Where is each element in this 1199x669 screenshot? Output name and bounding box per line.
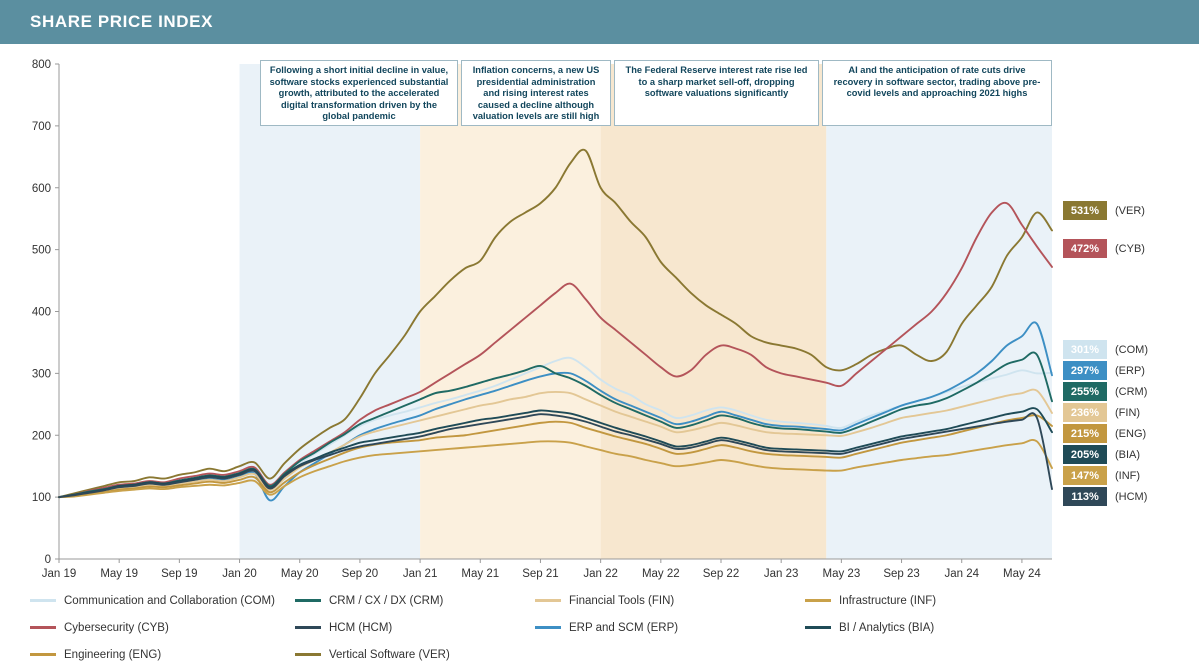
x-tick-label: Jan 23 [763,568,799,580]
y-tick-label: 500 [31,244,51,257]
x-tick-label: Jan 24 [944,568,979,580]
legend-item[interactable] [805,595,936,607]
legend-label: Communication and Collaboration (COM) [64,594,275,607]
legend-item[interactable] [295,622,392,634]
end-value-badge-eng: 215% [1063,424,1107,443]
end-series-code-cyb: (CYB) [1115,242,1145,255]
page-header [0,0,1199,44]
y-tick-label: 600 [31,182,51,195]
x-tick-label: Sep 20 [341,568,379,580]
legend-item[interactable] [535,622,678,634]
legend-item[interactable] [295,595,443,607]
chart-band [826,64,1052,559]
end-series-code-com: (COM) [1115,343,1148,356]
share-price-index-chart [0,44,1199,669]
end-value-badge-hcm: 113% [1063,487,1107,506]
y-tick-label: 0 [44,554,51,566]
x-tick-label: Jan 22 [583,568,618,580]
legend-item[interactable] [30,622,169,634]
legend-label: Financial Tools (FIN) [569,594,675,607]
legend-color-swatch [805,599,831,602]
chart-annotation-1: Following a short initial decline in value, software stocks experienced substantial growth, attributed to the accelerated digital transformation driven by the global pandemic [260,60,458,126]
legend-label: Infrastructure (INF) [839,594,937,607]
legend-color-swatch [30,653,56,656]
legend-row [30,587,1170,614]
legend-label: HCM (HCM) [329,621,393,634]
page-title: SHARE PRICE INDEX [30,12,214,31]
end-value-badge-erp: 297% [1063,361,1107,380]
y-tick-label: 700 [31,120,51,133]
legend-label: CRM / CX / DX (CRM) [329,594,444,607]
chart-annotation-4: AI and the anticipation of rate cuts drive recovery in software sector, trading above pre-covid levels and approaching 2021 highs [822,60,1052,126]
x-tick-label: Sep 19 [161,568,198,580]
end-series-code-bia: (BIA) [1115,448,1141,461]
end-value-badge-com: 301% [1063,340,1107,359]
legend-label: ERP and SCM (ERP) [569,621,679,634]
y-tick-label: 100 [31,492,51,505]
x-tick-label: May 22 [641,568,680,580]
legend-row [30,641,1170,668]
x-tick-label: Sep 22 [702,568,740,580]
legend-row [30,614,1170,641]
end-series-code-crm: (CRM) [1115,385,1148,398]
legend-color-swatch [295,653,321,656]
x-tick-label: May 20 [280,568,319,580]
chart-annotation-2: Inflation concerns, a new US presidential administration and rising interest rates caused a decline although valuation levels are still high [461,60,611,126]
legend-color-swatch [295,626,321,629]
legend-item[interactable] [295,649,450,661]
x-tick-label: Jan 21 [402,568,438,580]
legend-color-swatch [805,626,831,629]
end-series-code-eng: (ENG) [1115,427,1147,440]
legend-color-swatch [30,626,56,629]
y-tick-label: 300 [31,368,51,381]
end-series-code-erp: (ERP) [1115,364,1145,377]
x-tick-label: Sep 23 [883,568,920,580]
chart-legend [30,587,1170,668]
legend-color-swatch [535,626,561,629]
x-tick-label: May 23 [822,568,861,580]
end-value-badge-fin: 236% [1063,403,1107,422]
end-value-badge-cyb: 472% [1063,239,1107,258]
end-value-badge-ver: 531% [1063,201,1107,220]
legend-item[interactable] [30,595,275,607]
chart-band [420,64,601,559]
x-tick-label: May 19 [100,568,139,580]
y-tick-label: 800 [31,59,51,71]
legend-color-swatch [295,599,321,602]
legend-label: Vertical Software (VER) [329,648,450,661]
y-tick-label: 200 [31,430,51,443]
legend-item[interactable] [535,595,674,607]
legend-color-swatch [535,599,561,602]
chart-annotation-3: The Federal Reserve interest rate rise led to a sharp market sell-off, dropping software valuations significantly [614,60,819,126]
end-series-code-fin: (FIN) [1115,406,1141,419]
end-value-badge-bia: 205% [1063,445,1107,464]
x-tick-label: Sep 21 [522,568,559,580]
end-series-code-ver: (VER) [1115,204,1145,217]
legend-label: Cybersecurity (CYB) [64,621,169,634]
chart-band [601,64,827,559]
chart-container [0,44,1199,669]
x-tick-label: May 24 [1003,568,1041,580]
y-tick-label: 400 [31,306,51,319]
x-tick-label: Jan 19 [41,568,77,580]
legend-label: Engineering (ENG) [64,648,162,661]
x-tick-label: Jan 20 [222,568,257,580]
end-series-code-inf: (INF) [1115,469,1141,482]
legend-item[interactable] [30,649,161,661]
end-value-badge-inf: 147% [1063,466,1107,485]
x-tick-label: May 21 [461,568,500,580]
end-series-code-hcm: (HCM) [1115,490,1148,503]
legend-item[interactable] [805,622,934,634]
end-value-badge-crm: 255% [1063,382,1107,401]
legend-color-swatch [30,599,56,602]
legend-label: BI / Analytics (BIA) [839,621,935,634]
